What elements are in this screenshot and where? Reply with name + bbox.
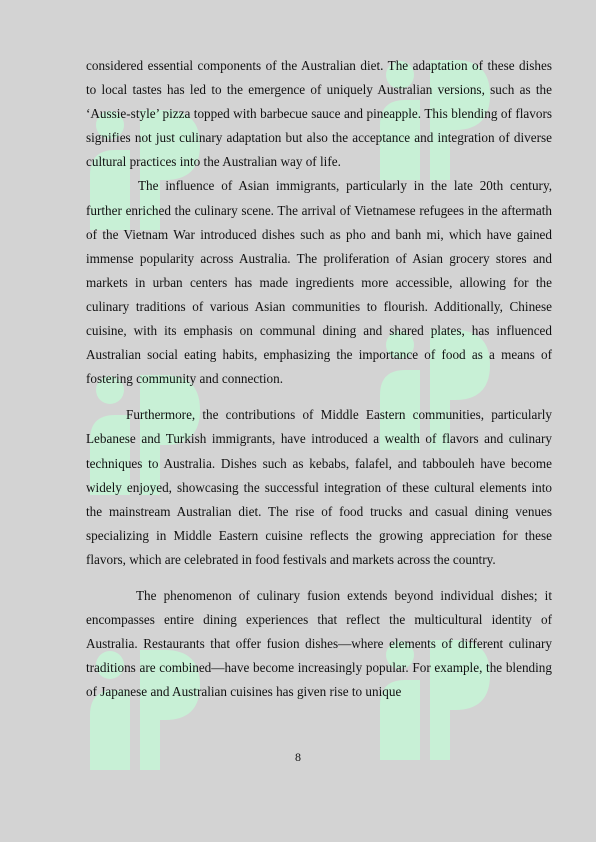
page-number: 8 (295, 750, 301, 764)
body-text (86, 54, 552, 704)
paragraph: considered essential components of the Australian diet. The adaptation of these dishes to local tastes has led to the emergence of uniquely Australian versions, such as the ‘Aussie-style’ pizza topped with barbecue sauce and pineapple. This blending of flavors signifies not just culinary adaptation but also the acceptance and integration of diverse cultural practices into the Australian way of life. (86, 58, 552, 170)
paragraph: The influence of Asian immigrants, particularly in the late 20th century, further enriched the culinary scene. The arrival of Vietnamese refugees in the aftermath of the Vietnam War introduced dishes such as pho and banh mi, which have gained immense popularity across Australia. The proliferation of Asian grocery stores and markets in urban centers has made ingredients more accessible, allowing for the culinary traditions of various Asian communities to flourish. Additionally, Chinese cuisine, with its emphasis on communal dining and shared plates, has influenced Australian social eating habits, emphasizing the importance of food as a means of fostering community and connection. (86, 178, 552, 387)
paragraph: The phenomenon of culinary fusion extends beyond individual dishes; it encompasses entire dining experiences that reflect the multicultural identity of Australia. Restaurants that offer fusion dishes—where elements of different culinary traditions are combined—have become increasingly popular. For example, the blending of Japanese and Australian cuisines has given rise to unique (86, 587, 552, 700)
paragraph: Furthermore, the contributions of Middle Eastern communities, particularly Lebanese and Turkish immigrants, have introduced a wealth of flavors and culinary techniques to Australia. Dishes such as kebabs, falafel, and tabbouleh have become widely enjoyed, showcasing the successful integration of these cultural elements into the mainstream Australian diet. The rise of food trucks and casual dining venues specializing in Middle Eastern cuisine reflects the growing appreciation for these flavors, which are celebrated in food festivals and markets across the country. (86, 407, 552, 567)
